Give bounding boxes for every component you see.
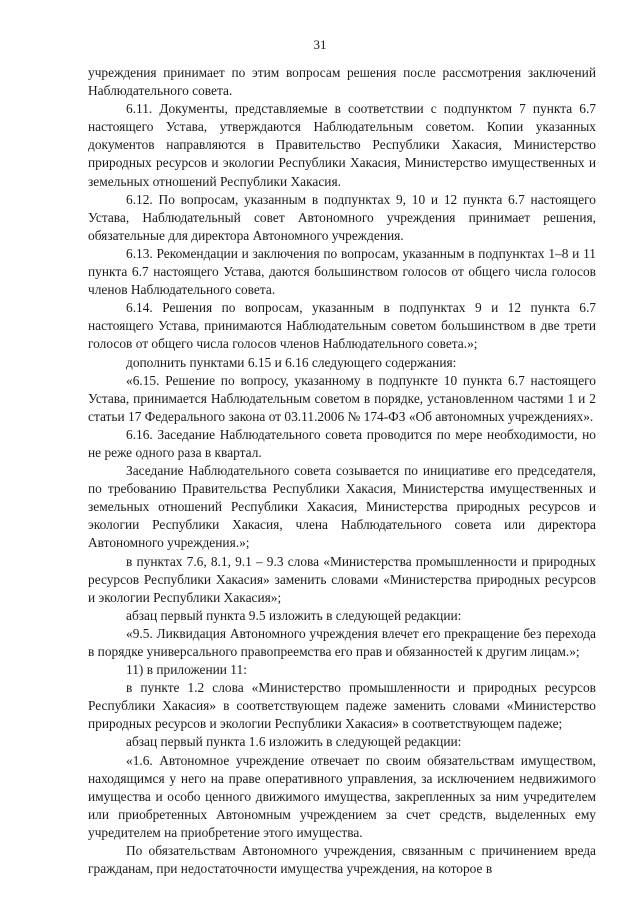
paragraph-1-6: «1.6. Автономное учреждение отвечает по своим обязательствам имуществом, находящимся у него на праве оперативного управления, за исключением недвижимого имущества и особо ценного движимого имущества, закрепленных за ним учредителем или приобретенных Автономным учреждением за счет средств, выделенных ему учредителем на приобретение этого имущества. — [88, 752, 596, 840]
paragraph-points-7-6-9-3: в пунктах 7.6, 8.1, 9.1 – 9.3 слова «Министерства промышленности и природных ресурсов Республики Хакасия» заменить словами «Министерства природных ресурсов и экологии Республики Хакасия»; — [88, 553, 596, 605]
paragraph-9-5-intro: абзац первый пункта 9.5 изложить в следующей редакции: — [126, 607, 462, 623]
paragraph-6-16: 6.16. Заседание Наблюдательного совета проводится по мере необходимости, но не реже одного раза в квартал. — [88, 426, 596, 460]
paragraph-6-15: «6.15. Решение по вопросу, указанному в подпункте 10 пункта 6.7 настоящего Устава, принимается Наблюдательным советом в порядке, установленном частями 1 и 2 статьи 17 Федерального закона от 03.11.2006 № 174-ФЗ «Об автономных учреждениях». — [88, 372, 596, 424]
paragraph-appendix-11: 11) в приложении 11: — [126, 662, 247, 678]
paragraph-9-5: «9.5. Ликвидация Автономного учреждения влечет его прекращение без перехода в порядке универсального правопреемства его прав и обязанностей к другим лицам.»; — [88, 625, 596, 659]
page-number: 31 — [313, 37, 327, 52]
paragraph-6-13: 6.13. Рекомендации и заключения по вопросам, указанным в подпунктах 1–8 и 11 пункта 6.7 настоящего Устава, даются большинством голосов от общего числа голосов членов Наблюдательного совета. — [88, 245, 596, 298]
document-body — [88, 64, 596, 878]
paragraph-6-14: 6.14. Решения по вопросам, указанным в подпунктах 9 и 12 пункта 6.7 настоящего Устава, принимаются Наблюдательным советом большинством в две трети голосов от общего числа голосов членов Наблюдательного совета.»; — [88, 300, 596, 352]
paragraph-6-11: 6.11. Документы, представляемые в соответствии с подпунктом 7 пункта 6.7 настоящего Устава, утверждаются Наблюдательным советом. Копии указанных документов направляются в Правительство Республики Хакасия, Министерство природных ресурсов и экологии Республики Хакасия, Министерство имущественных и земельных отношений Республики Хакасия. — [88, 101, 596, 189]
paragraph-liability: По обязательствам Автономного учреждения, связанным с причинением вреда гражданам, при недостаточности имущества учреждения, на которое в — [88, 843, 596, 877]
paragraph-6-12: 6.12. По вопросам, указанным в подпунктах 9, 10 и 12 пункта 6.7 настоящего Устава, Наблюдательный совет Автономного учреждения принимает решения, обязательные для директора Автономного учреждения. — [88, 191, 596, 243]
paragraph-continuation: учреждения принимает по этим вопросам решения после рассмотрения заключений Наблюдательного совета. — [88, 65, 596, 99]
paragraph-1-2: в пункте 1.2 слова «Министерство промышленности и природных ресурсов Республики Хакасия» в соответствующем падеже заменить словами «Министерство природных ресурсов и экологии Республики Хакасия» в соответствующем падеже; — [88, 680, 596, 732]
paragraph-add-6-15-6-16: дополнить пунктами 6.15 и 6.16 следующего содержания: — [126, 354, 457, 370]
paragraph-meeting-convening: Заседание Наблюдательного совета созывается по инициативе его председателя, по требованию Правительства Республики Хакасия, Министерства имущественных и земельных отношений Республики Хакасия, Министерства природных ресурсов и экологии Республики Хакасия, члена Наблюдательного совета или директора Автономного учреждения.»; — [88, 463, 596, 551]
paragraph-1-6-intro: абзац первый пункта 1.6 изложить в следующей редакции: — [126, 734, 462, 750]
